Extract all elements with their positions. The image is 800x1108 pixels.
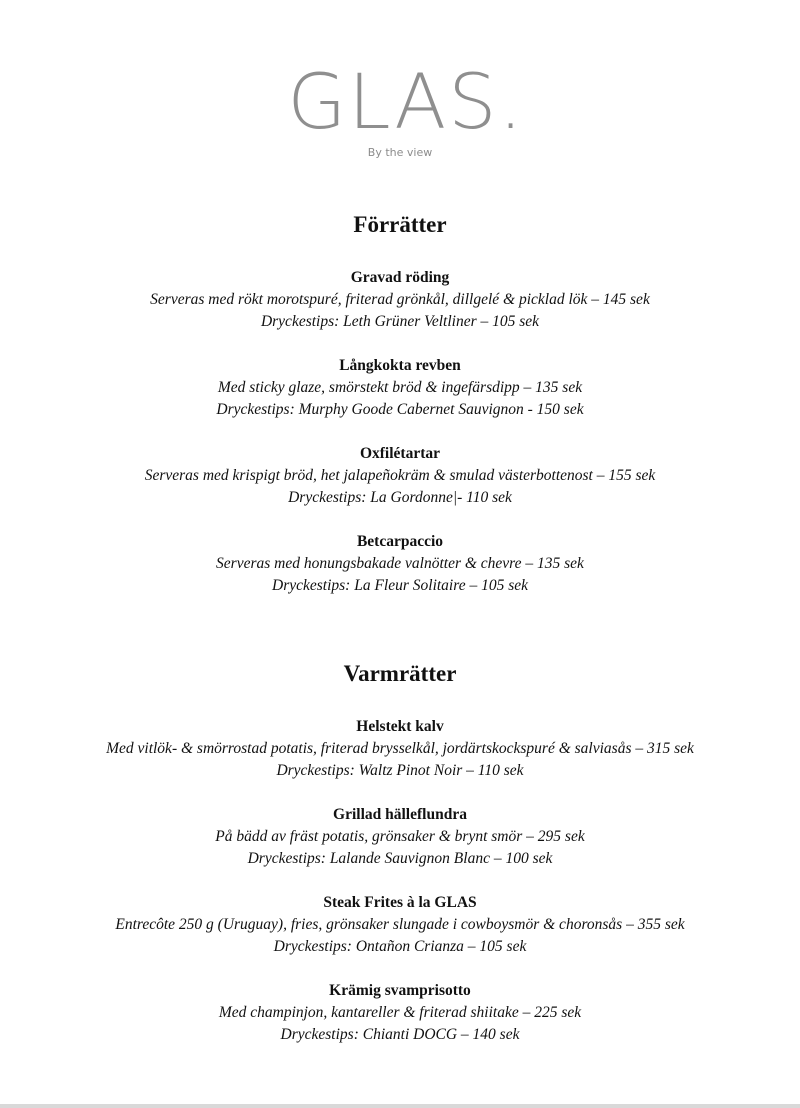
section-forratter bbox=[0, 211, 800, 619]
dish-name: Steak Frites à la GLAS bbox=[323, 894, 477, 911]
dish-drink-tip: Dryckestips: Leth Grüner Veltliner – 105 sek bbox=[260, 313, 540, 330]
section-title: Varmrätter bbox=[343, 661, 457, 686]
dish-description: Med sticky glaze, smörstekt bröd & ingefärsdipp – 135 sek bbox=[217, 379, 583, 396]
dish-item bbox=[0, 892, 800, 958]
dish-drink-tip: Dryckestips: Chianti DOCG – 140 sek bbox=[280, 1026, 520, 1043]
section-title: Förrätter bbox=[353, 212, 447, 237]
dish-name: Krämig svamprisotto bbox=[329, 982, 471, 999]
dish-description: På bädd av fräst potatis, grönsaker & brynt smör – 295 sek bbox=[215, 828, 585, 845]
dish-drink-tip: Dryckestips: Waltz Pinot Noir – 110 sek bbox=[276, 762, 524, 779]
dish-description: Entrecôte 250 g (Uruguay), fries, grönsaker slungade i cowboysmör & choronsås – 355 sek bbox=[115, 916, 685, 933]
dish-name: Betcarpaccio bbox=[356, 533, 444, 550]
section-varmratter bbox=[0, 660, 800, 1068]
page-bottom-edge bbox=[0, 1104, 800, 1108]
dish-drink-tip: Dryckestips: Ontañon Crianza – 105 sek bbox=[273, 938, 527, 955]
dish-drink-tip: Dryckestips: La Gordonne|- 110 sek bbox=[288, 489, 512, 506]
dish-drink-tip: Dryckestips: Murphy Goode Cabernet Sauvignon - 150 sek bbox=[216, 401, 584, 418]
dish-item bbox=[0, 716, 800, 782]
dish-item bbox=[0, 443, 800, 509]
logo-tagline: By the view bbox=[367, 146, 433, 159]
dish-name: Helstekt kalv bbox=[356, 718, 444, 735]
dish-description: Med champinjon, kantareller & friterad shiitake – 225 sek bbox=[218, 1004, 582, 1021]
dish-description: Serveras med honungsbakade valnötter & chevre – 135 sek bbox=[216, 555, 584, 572]
dish-name: Oxfilétartar bbox=[359, 445, 441, 462]
dish-description: Serveras med rökt morotspuré, friterad grönkål, dillgelé & picklad lök – 145 sek bbox=[150, 291, 650, 308]
dish-item bbox=[0, 980, 800, 1046]
dish-item bbox=[0, 355, 800, 421]
restaurant-logo bbox=[0, 57, 800, 159]
dish-item bbox=[0, 804, 800, 870]
dish-item bbox=[0, 531, 800, 597]
dish-drink-tip: Dryckestips: La Fleur Solitaire – 105 sek bbox=[272, 577, 528, 594]
dish-name: Långkokta revben bbox=[339, 357, 461, 374]
dish-item bbox=[0, 267, 800, 333]
dish-description: Med vitlök- & smörrostad potatis, friterad brysselkål, jordärtskockspuré & salviasås – 315 sek bbox=[106, 740, 694, 757]
logo-wordmark: GLAS. bbox=[287, 57, 525, 146]
dish-description: Serveras med krispigt bröd, het jalapeñokräm & smulad västerbottenost – 155 sek bbox=[144, 467, 656, 484]
dish-name: Gravad röding bbox=[350, 269, 450, 286]
dish-drink-tip: Dryckestips: Lalande Sauvignon Blanc – 100 sek bbox=[247, 850, 553, 867]
dish-name: Grillad hälleflundra bbox=[333, 806, 467, 823]
